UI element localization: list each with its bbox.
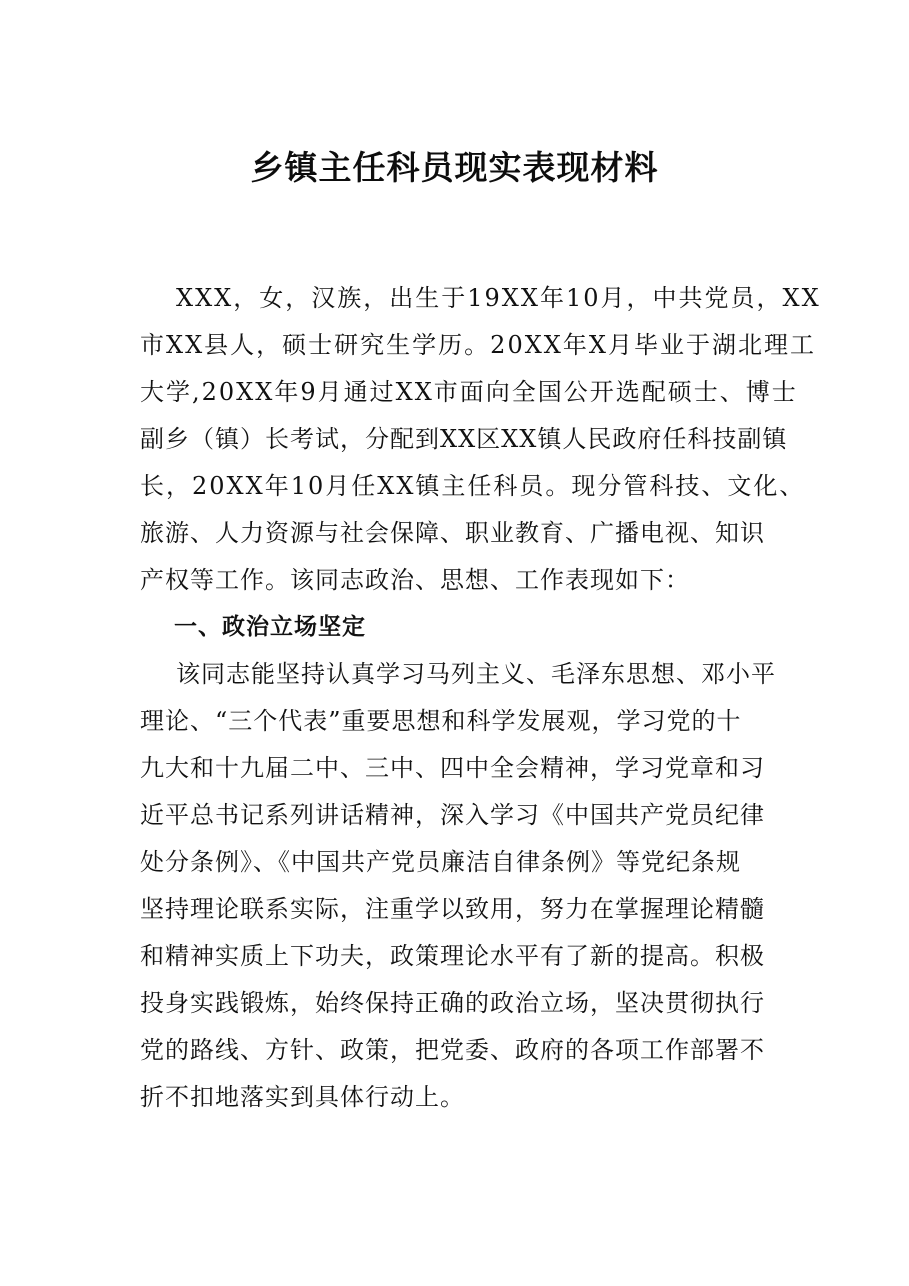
document-title: 乡镇主任科员现实表现材料 <box>250 148 659 187</box>
intro-line-6: 旅游、人力资源与社会保障、职业教育、广播电视、知识 <box>140 519 765 547</box>
section1-line-7: 和精神实质上下功夫，政策理论水平有了新的提高。积极 <box>140 942 765 970</box>
section1-line-4: 近平总书记系列讲话精神，深入学习《中国共产党员纪律 <box>140 801 765 829</box>
intro-line-4: 副乡（镇）长考试，分配到XX区XX镇人民政府任科技副镇 <box>140 425 788 453</box>
section1-line-10: 折不扣地落实到具体行动上。 <box>140 1083 465 1111</box>
intro-line-1: XXX，女，汉族，出生于19XX年10月，中共党员，XX <box>176 284 821 312</box>
section1-line-6: 坚持理论联系实际，注重学以致用，努力在掌握理论精髓 <box>140 895 765 923</box>
section1-line-2: 理论、“三个代表”重要思想和科学发展观，学习党的十 <box>140 707 742 735</box>
section1-line-9: 党的路线、方针、政策，把党委、政府的各项工作部署不 <box>140 1036 765 1064</box>
section-heading-1: 一、政治立场坚定 <box>174 614 366 640</box>
intro-line-3: 大学,20XX年9月通过XX市面向全国公开选配硕士、博士 <box>140 378 798 406</box>
section1-line-8: 投身实践锻炼，始终保持正确的政治立场，坚决贯彻执行 <box>140 989 765 1017</box>
document-body <box>140 275 821 1121</box>
intro-line-5: 长，20XX年10月任XX镇主任科员。现分管科技、文化、 <box>140 472 806 500</box>
intro-line-2: 市XX县人，硕士研究生学历。20XX年X月毕业于湖北理工 <box>140 331 816 359</box>
intro-line-7: 产权等工作。该同志政治、思想、工作表现如下： <box>140 566 690 594</box>
section1-line-1: 该同志能坚持认真学习马列主义、毛泽东思想、邓小平 <box>176 660 776 688</box>
section1-line-3: 九大和十九届二中、三中、四中全会精神，学习党章和习 <box>140 754 765 782</box>
section1-line-5: 处分条例》、《中国共产党员廉洁自律条例》等党纪条规 <box>140 848 741 876</box>
